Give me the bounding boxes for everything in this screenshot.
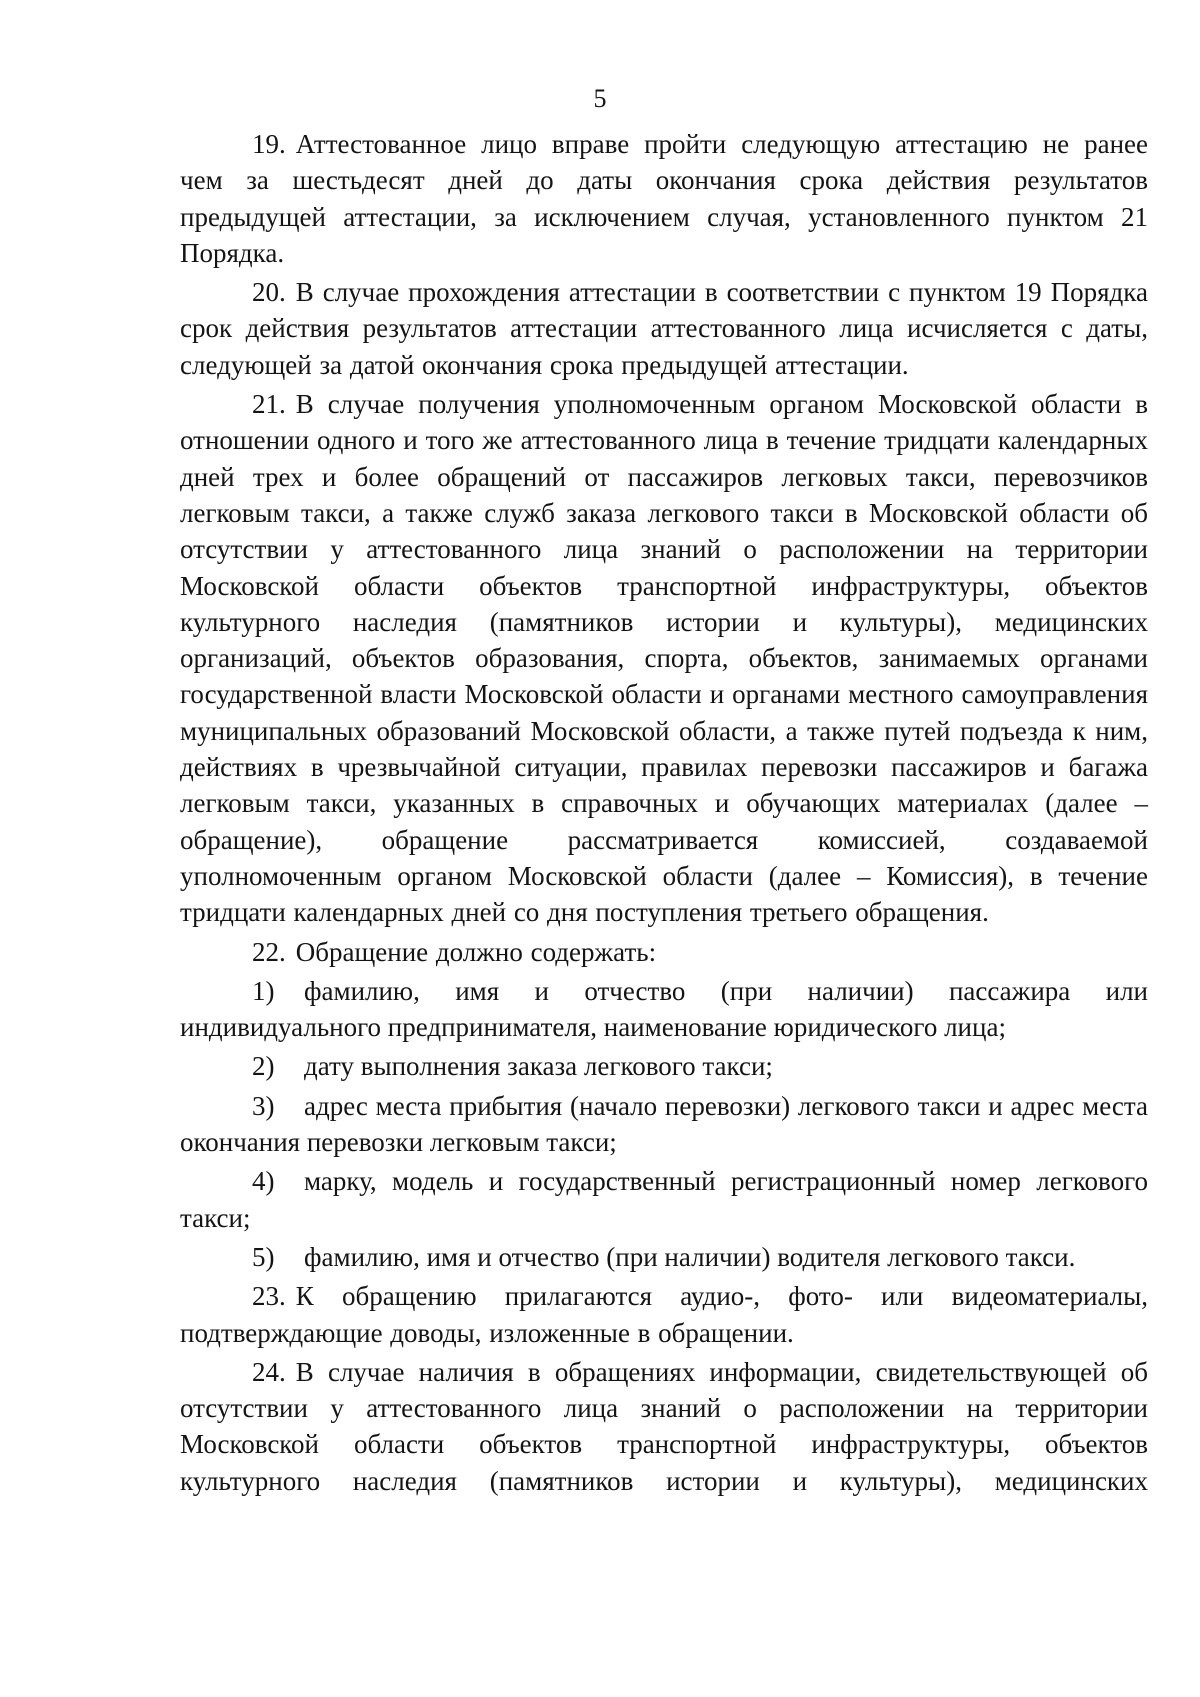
document-body bbox=[180, 126, 1148, 1502]
paragraph-text: Аттестованное лицо вправе пройти следующую аттестацию не ранее чем за шестьдесят дней до даты окончания срока действия результатов предыдущей аттестации, за исключением случая, установленного пунктом 21 Порядка. bbox=[180, 129, 1148, 268]
list-item-number: 3) bbox=[252, 1090, 275, 1121]
list-item-2 bbox=[180, 1048, 1148, 1084]
paragraph-text: В случае наличия в обращениях информации, свидетельствующей об отсутствии у аттестованного лица знаний о расположении на территории Московской области объектов транспортной инфраструктуры, объектов культурного наследия (памятников истории и культуры), медицинских bbox=[180, 1356, 1148, 1496]
paragraph-19 bbox=[180, 126, 1148, 271]
paragraph-number: 22. bbox=[252, 936, 286, 967]
list-item-text: фамилию, имя и отчество (при наличии) пассажира или индивидуального предпринимателя, наименование юридического лица; bbox=[180, 975, 1148, 1043]
list-item-text: адрес места прибытия (начало перевозки) легкового такси и адрес места окончания перевозки легковым такси; bbox=[180, 1090, 1148, 1158]
paragraph-20 bbox=[180, 274, 1148, 383]
paragraph-text: К обращению прилагаются аудио-, фото- или видеоматериалы, подтверждающие доводы, изложенные в обращении. bbox=[180, 1281, 1148, 1348]
list-item-number: 2) bbox=[252, 1051, 275, 1082]
paragraph-24 bbox=[180, 1354, 1148, 1499]
paragraph-number: 20. bbox=[252, 277, 286, 308]
list-item-number: 4) bbox=[252, 1166, 275, 1197]
list-item-1 bbox=[180, 973, 1148, 1046]
paragraph-number: 23. bbox=[252, 1281, 286, 1312]
paragraph-22 bbox=[180, 934, 1148, 970]
paragraph-number: 21. bbox=[252, 389, 286, 420]
list-item-text: дату выполнения заказа легкового такси; bbox=[304, 1051, 773, 1082]
paragraph-text: Обращение должно содержать: bbox=[295, 936, 657, 967]
paragraph-23 bbox=[180, 1278, 1148, 1351]
paragraph-text: В случае прохождения аттестации в соответствии с пунктом 19 Порядка срок действия результатов аттестации аттестованного лица исчисляется с даты, следующей за датой окончания срока предыдущей аттестации. bbox=[180, 277, 1148, 380]
paragraph-text: В случае получения уполномоченным органом Московской области в отношении одного и того же аттестованного лица в течение тридцати календарных дней трех и более обращений от пассажиров легковых такси, перевозчиков легковым такси, а также служб заказа легкового такси в Московской области об отсутствии у аттестованного лица знаний о расположении на территории Московской области объектов транспортной инфраструктуры, объектов культурного наследия (памятников истории и культуры), медицинских организаций, объектов образования, спорта, объектов, занимаемых органами государственной власти Московской области и органами местного самоуправления муниципальных образований Московской области, а также путей подъезда к ним, действиях в чрезвычайной ситуации, правилах перевозки пассажиров и багажа легковым такси, указанных в справочных и обучающих материалах (далее – обращение), обращение рассматривается комиссией, создаваемой уполномоченным органом Московской области (далее – Комиссия), в течение тридцати календарных дней со дня поступления третьего обращения. bbox=[180, 389, 1148, 928]
paragraph-21 bbox=[180, 386, 1148, 930]
list-item-number: 5) bbox=[252, 1241, 275, 1272]
page-number: 5 bbox=[593, 84, 607, 113]
paragraph-number: 24. bbox=[252, 1356, 286, 1387]
list-item-5 bbox=[180, 1239, 1148, 1275]
paragraph-number: 19. bbox=[252, 129, 286, 159]
list-item-text: фамилию, имя и отчество (при наличии) водителя легкового такси. bbox=[304, 1241, 1076, 1272]
list-item-4 bbox=[180, 1163, 1148, 1236]
list-item-number: 1) bbox=[252, 975, 275, 1006]
list-item-3 bbox=[180, 1088, 1148, 1161]
list-item-text: марку, модель и государственный регистрационный номер легкового такси; bbox=[180, 1166, 1148, 1233]
